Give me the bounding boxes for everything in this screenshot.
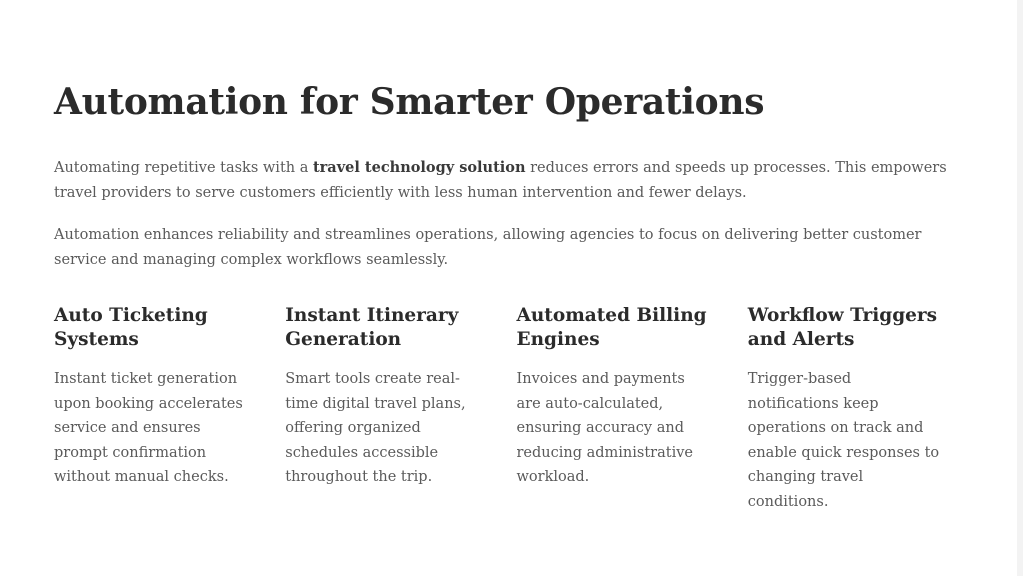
feature-description: Instant ticket generation upon booking accelerates service and ensures prompt confirmation without manual checks. bbox=[54, 371, 243, 485]
feature-auto-ticketing bbox=[54, 304, 285, 514]
intro-text-end: reduces errors and speeds up processes. This empowers travel providers to serve customers efficiently with less human intervention and fewer delays. bbox=[54, 160, 947, 201]
intro-paragraph-1 bbox=[54, 155, 954, 206]
feature-workflow-triggers bbox=[748, 304, 979, 514]
feature-description: Smart tools create real-time digital travel plans, offering organized schedules accessible throughout the trip. bbox=[285, 371, 466, 485]
slide-edge bbox=[1017, 0, 1023, 576]
slide-content bbox=[54, 78, 979, 514]
feature-description: Trigger-based notifications keep operations on track and enable quick responses to changing travel conditions. bbox=[747, 371, 940, 510]
feature-automated-billing bbox=[517, 304, 748, 514]
feature-instant-itinerary bbox=[285, 304, 516, 514]
feature-title: Automated Billing Engines bbox=[516, 305, 707, 350]
intro-section bbox=[54, 155, 979, 273]
intro-text-start: Automating repetitive tasks with a bbox=[54, 160, 313, 176]
feature-grid bbox=[54, 304, 979, 514]
feature-title: Auto Ticketing Systems bbox=[54, 305, 208, 350]
feature-title: Instant Itinerary Generation bbox=[285, 305, 459, 350]
feature-description: Invoices and payments are auto-calculated, ensuring accuracy and reducing administrative workload. bbox=[516, 371, 693, 485]
intro-paragraph-2: Automation enhances reliability and streamlines operations, allowing agencies to focus on delivering better customer service and managing complex workflows seamlessly. bbox=[54, 227, 922, 268]
feature-title: Workflow Triggers and Alerts bbox=[747, 305, 938, 350]
intro-highlight: travel technology solution bbox=[312, 159, 526, 176]
page-title: Automation for Smarter Operations bbox=[54, 81, 765, 123]
